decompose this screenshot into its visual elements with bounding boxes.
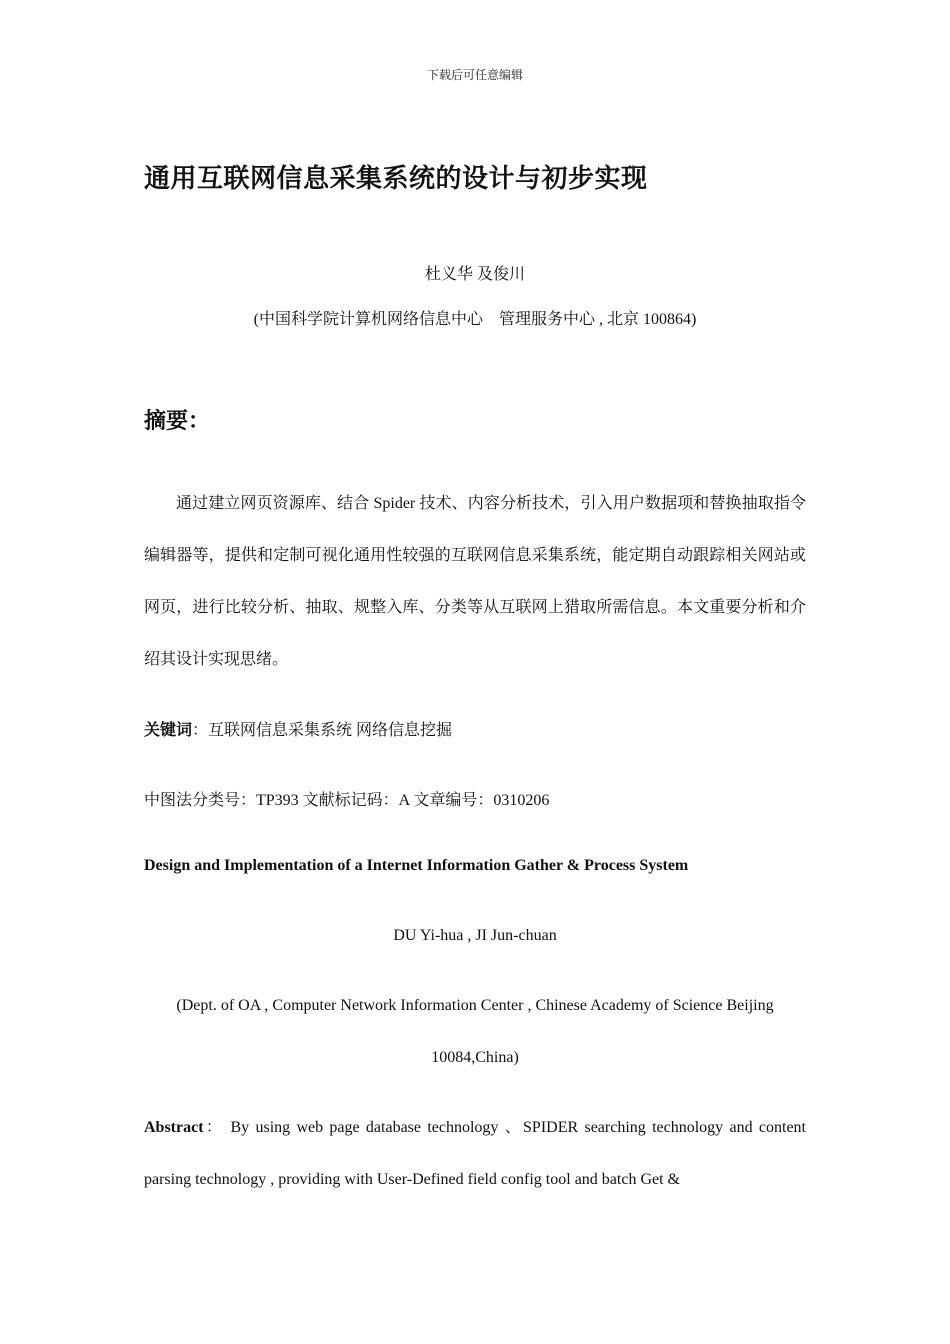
authors-en: DU Yi-hua , JI Jun-chuan: [393, 927, 557, 944]
abstract-en-label: Abstract: [144, 1119, 204, 1136]
affiliation-cn: (中国科学院计算机网络信息中心 管理服务中心 , 北京 100864): [253, 311, 697, 328]
classification-line: 中图法分类号：TP393 文献标记码：A 文章编号：0310206: [144, 792, 550, 809]
abstract-en-paragraph: [144, 1102, 806, 1206]
affiliation-en: (Dept. of OA , Computer Network Information Center , Chinese Academy of Science Beijing 10084,China): [176, 997, 774, 1066]
abstract-heading: 摘要：: [144, 409, 211, 434]
keywords-line: [144, 717, 806, 740]
keywords-label: 关键词: [144, 722, 193, 739]
abstract-en-separator: ：: [203, 1119, 225, 1136]
header-note: 下载后可任意编辑: [426, 68, 523, 82]
keywords-value: 互联网信息采集系统 网络信息挖掘: [208, 722, 453, 739]
paper-title-en: Design and Implementation of a Internet Information Gather & Process System: [144, 857, 689, 874]
authors-cn: 杜义华 及俊川: [424, 266, 525, 283]
keywords-separator: ：: [192, 722, 209, 739]
abstract-en-text: By using web page database technology 、SPIDER searching technology and content parsing technology , providing with User-Defined field config tool and batch Get &: [144, 1119, 806, 1188]
paper-title: 通用互联网信息采集系统的设计与初步实现: [144, 164, 648, 194]
abstract-cn-paragraph: 通过建立网页资源库、结合 Spider 技术、内容分析技术，引入用户数据项和替换抽取指令编辑器等，提供和定制可视化通用性较强的互联网信息采集系统，能定期自动跟踪相关网站或网页，进行比较分析、抽取、规整入库、分类等从互联网上猎取所需信息。本文重要分析和介绍其设计实现思绪。: [144, 495, 806, 668]
